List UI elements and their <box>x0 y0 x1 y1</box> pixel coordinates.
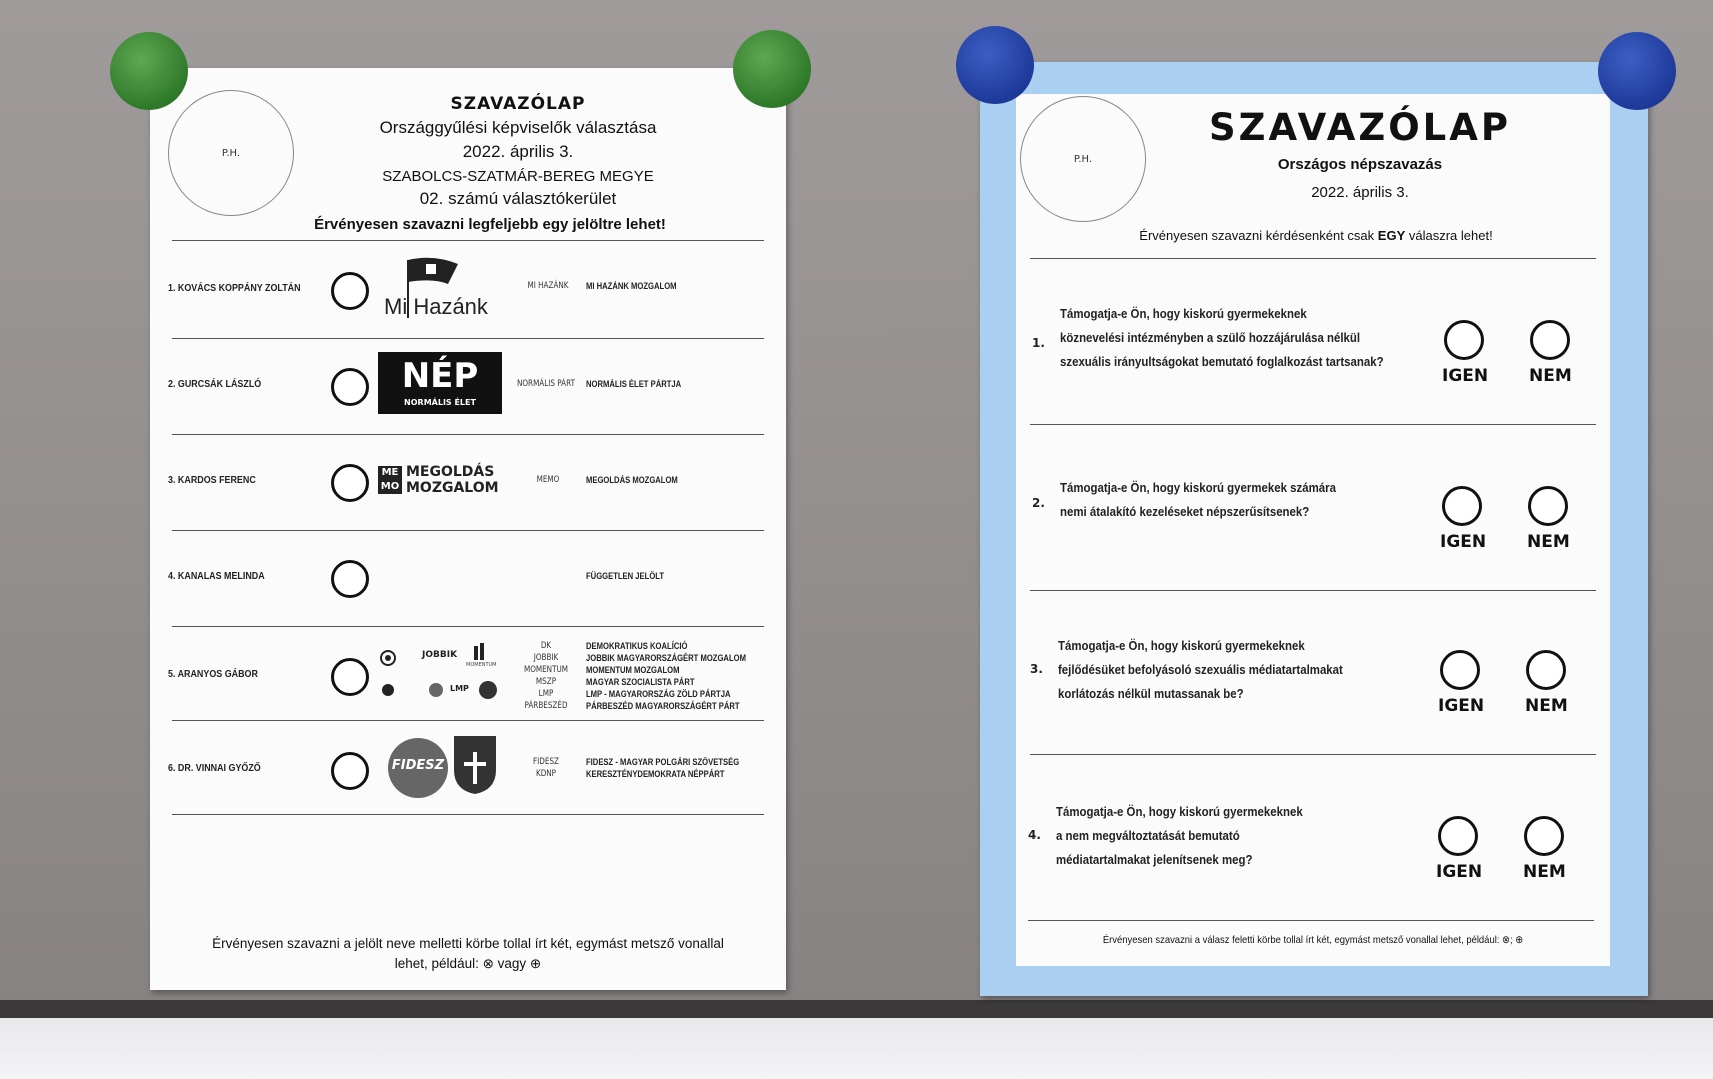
question-line: Támogatja-e Ön, hogy kiskorú gyermekeknek <box>1060 306 1307 321</box>
party-name-list <box>586 756 739 780</box>
ballot-subtitle: Országgyűlési képviselők választása <box>379 118 657 137</box>
party-abbr: NORMÁLIS PÁRT <box>516 379 576 389</box>
nep-logo <box>378 352 502 414</box>
logo-subtext: NORMÁLIS ÉLET <box>404 398 476 407</box>
party-line: KERESZTÉNYDEMOKRATA NÉPPÁRT <box>586 769 725 779</box>
party-line: PÁRBESZÉD MAGYARORSZÁGÉRT PÁRT <box>586 701 740 711</box>
question-block <box>1016 590 1610 754</box>
question-line: szexuális irányultságokat bemutató foglalkozást tartsanak? <box>1060 354 1384 369</box>
memo-mo: MO <box>380 481 400 492</box>
yes-circle[interactable] <box>1438 816 1478 856</box>
ballot-instruction: Érvényesen szavazni legfeljebb egy jelöltre lehet! <box>314 216 666 233</box>
no-label: NEM <box>1525 696 1568 716</box>
no-label: NEM <box>1529 366 1572 386</box>
ballot-date: 2022. április 3. <box>462 142 574 161</box>
question-number: 3. <box>1030 662 1043 676</box>
momentum-label: MOMENTUM <box>466 662 497 668</box>
yes-circle[interactable] <box>1440 650 1480 690</box>
footer-line-1: Érvényesen szavazni a jelölt neve melletti körbe tollal írt két, egymást metsző vonallal <box>212 936 724 951</box>
divider <box>1028 920 1594 921</box>
stamp-circle <box>168 90 294 216</box>
stamp-label: P.H. <box>1073 153 1093 165</box>
question-text <box>1060 302 1384 374</box>
party-line: LMP - MAGYARORSZÁG ZÖLD PÁRTJA <box>586 689 731 699</box>
referendum-ballot-border <box>980 62 1648 996</box>
question-line: nemi átalakító kezeléseket népszerűsítsenek? <box>1060 504 1310 519</box>
question-line: korlátozás nélkül mutassanak be? <box>1058 686 1244 701</box>
party-name: MEGOLDÁS MOZGALOM <box>586 475 678 485</box>
candidate-name: 6. DR. VINNAI GYŐZŐ <box>168 762 261 774</box>
blue-magnet-right <box>1598 32 1676 110</box>
question-line: köznevelési intézményben a szülő hozzájárulása nélkül <box>1060 330 1361 345</box>
candidate-name: 4. KANALAS MELINDA <box>168 570 265 582</box>
green-magnet-left <box>110 32 188 110</box>
mi-hazank-logo <box>378 254 498 324</box>
green-magnet-right <box>733 30 811 108</box>
no-circle[interactable] <box>1530 320 1570 360</box>
candidate-row <box>168 626 770 718</box>
vote-circle[interactable] <box>331 560 369 598</box>
candidate-row <box>168 338 770 430</box>
vote-circle[interactable] <box>331 658 369 696</box>
district: 02. számú választókerület <box>419 189 617 208</box>
memo-logo <box>378 464 518 498</box>
ballot-subtitle: Országos népszavazás <box>1277 156 1443 173</box>
yes-circle[interactable] <box>1444 320 1484 360</box>
question-text <box>1060 476 1336 524</box>
abbr-line: LMP <box>538 689 554 699</box>
party-line: MAGYAR SZOCIALISTA PÁRT <box>586 677 695 687</box>
logo-text: NÉP <box>401 356 479 396</box>
floor <box>0 1018 1713 1079</box>
party-line: MOMENTUM MOZGALOM <box>586 665 680 675</box>
party-abbr-list <box>521 756 572 780</box>
question-line: Támogatja-e Ön, hogy kiskorú gyermekeknek <box>1056 804 1303 819</box>
ballot-title: SZAVAZÓLAP <box>1209 106 1511 149</box>
candidate-name: 1. KOVÁCS KOPPÁNY ZOLTÁN <box>168 282 301 294</box>
question-block <box>1016 424 1610 590</box>
vote-circle[interactable] <box>331 272 369 310</box>
yes-label: IGEN <box>1442 366 1489 386</box>
memo-me: ME <box>381 467 399 478</box>
ballot-instruction <box>1036 228 1596 243</box>
party-abbr: MI HAZÁNK <box>527 281 569 291</box>
yes-circle[interactable] <box>1442 486 1482 526</box>
no-circle[interactable] <box>1528 486 1568 526</box>
referendum-ballot <box>1016 94 1610 966</box>
question-line: a nem megváltoztatását bemutató <box>1056 828 1240 843</box>
divider <box>172 814 764 815</box>
logo-text: FIDESZ <box>391 758 445 773</box>
lmp-label: LMP <box>450 684 469 693</box>
question-line: médiatartalmakat jelenítsenek meg? <box>1056 852 1253 867</box>
coalition-logos <box>378 640 502 710</box>
abbr-line: JOBBIK <box>533 653 559 663</box>
candidate-row <box>168 240 770 332</box>
no-circle[interactable] <box>1526 650 1566 690</box>
no-circle[interactable] <box>1524 816 1564 856</box>
logo-text: Mi Hazánk <box>384 294 488 319</box>
no-label: NEM <box>1527 532 1570 552</box>
abbr-line: FIDESZ <box>533 757 559 767</box>
party-line: FIDESZ - MAGYAR POLGÁRI SZÖVETSÉG <box>586 757 740 767</box>
county: SZABOLCS-SZATMÁR-BEREG MEGYE <box>382 168 654 185</box>
ballot-footer: Érvényesen szavazni a válasz feletti körbe tollal írt két, egymást metsző vonallal lehet, például: ⊗; ⊕ <box>1102 934 1524 946</box>
vote-circle[interactable] <box>331 368 369 406</box>
footer-line-2: lehet, például: ⊗ vagy ⊕ <box>394 956 542 971</box>
instruction-bold: EGY <box>1377 228 1406 243</box>
logo-text: MEGOLDÁS <box>406 464 495 480</box>
jobbik-label: JOBBIK <box>422 650 458 660</box>
candidate-name: 2. GURCSÁK LÁSZLÓ <box>168 378 262 390</box>
yes-label: IGEN <box>1436 862 1483 882</box>
candidate-row <box>168 720 770 812</box>
question-number: 2. <box>1032 496 1045 510</box>
party-line: JOBBIK MAGYARORSZÁGÉRT MOZGALOM <box>586 653 746 663</box>
parliamentary-ballot <box>150 68 786 990</box>
logo-text-2: MOZGALOM <box>406 480 499 496</box>
abbr-line: MSZP <box>535 677 557 687</box>
question-line: fejlődésüket befolyásoló szexuális médiatartalmakat <box>1058 662 1343 677</box>
stamp-circle <box>1020 96 1146 222</box>
party-name: MI HAZÁNK MOZGALOM <box>586 281 677 291</box>
ballot-date: 2022. április 3. <box>1311 184 1409 201</box>
question-number: 1. <box>1032 336 1045 350</box>
question-block <box>1016 258 1610 424</box>
yes-label: IGEN <box>1440 532 1487 552</box>
abbr-line: PÁRBESZÉD <box>524 701 568 711</box>
party-name: NORMÁLIS ÉLET PÁRTJA <box>586 379 682 389</box>
stamp-label: P.H. <box>221 147 241 159</box>
question-text <box>1056 800 1303 872</box>
question-line: Támogatja-e Ön, hogy kiskorú gyermekek számára <box>1060 480 1336 495</box>
party-abbr-list <box>521 640 572 712</box>
party-line: DEMOKRATIKUS KOALÍCIÓ <box>586 641 688 651</box>
abbr-line: MOMENTUM <box>523 665 569 675</box>
ballot-title: SZAVAZÓLAP <box>450 94 586 114</box>
question-line: Támogatja-e Ön, hogy kiskorú gyermekeknek <box>1058 638 1305 653</box>
no-label: NEM <box>1523 862 1566 882</box>
party-abbr: MEMO <box>536 475 560 485</box>
memo-mark <box>378 466 402 494</box>
question-number: 4. <box>1028 828 1041 842</box>
candidate-row <box>168 530 770 622</box>
kdnp-shield-icon <box>452 734 498 796</box>
candidate-name: 3. KARDOS FERENC <box>168 474 256 486</box>
blue-magnet-left <box>956 26 1034 104</box>
yes-label: IGEN <box>1438 696 1485 716</box>
question-block <box>1016 754 1610 918</box>
question-text <box>1058 634 1343 706</box>
abbr-line: DK <box>540 641 552 651</box>
party-name: FÜGGETLEN JELÖLT <box>586 571 665 581</box>
party-name-list <box>586 640 746 712</box>
vote-circle[interactable] <box>331 752 369 790</box>
candidate-row <box>168 434 770 526</box>
vote-circle[interactable] <box>331 464 369 502</box>
candidate-name: 5. ARANYOS GÁBOR <box>168 668 258 680</box>
fidesz-logo <box>388 738 448 798</box>
abbr-line: KDNP <box>535 769 557 779</box>
board-ledge <box>0 1000 1713 1018</box>
instruction-pre: Érvényesen szavazni kérdésenként csak <box>1139 228 1375 243</box>
instruction-post: válaszra lehet! <box>1408 228 1493 243</box>
